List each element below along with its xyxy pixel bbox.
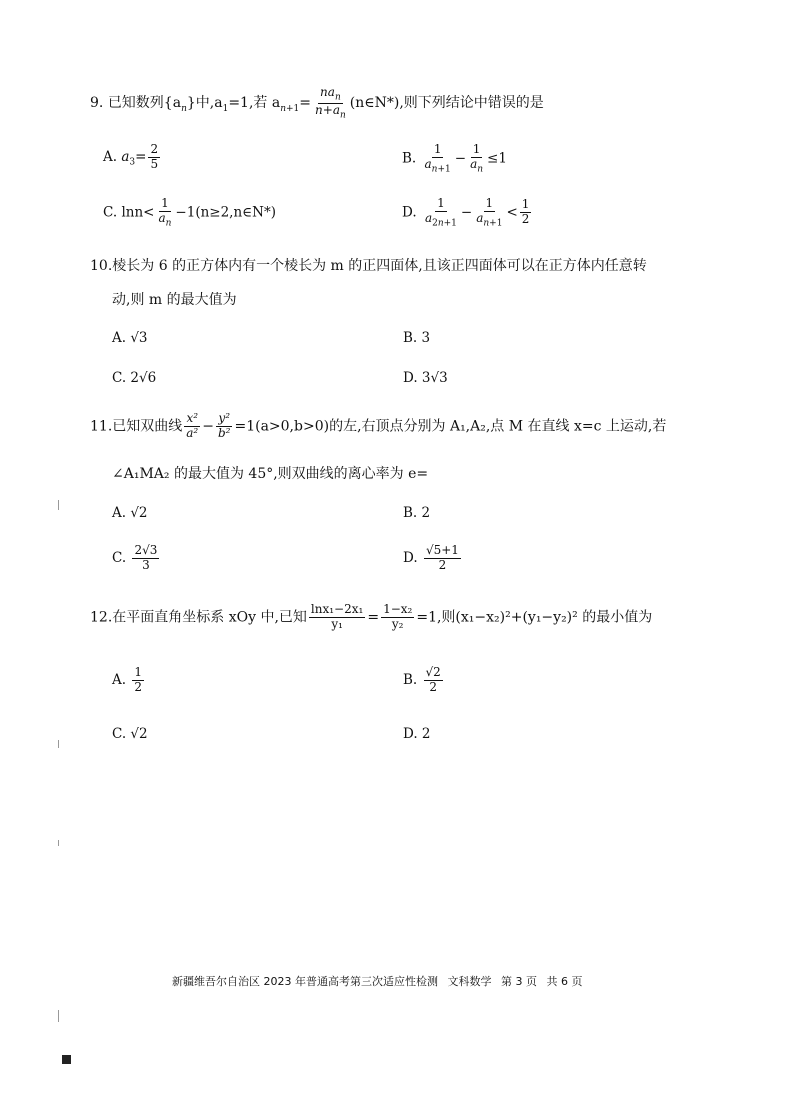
- question-11-line-1: 11.已知双曲线 $\frac{\text{x²}}{\text{a²}}$ − $\frac{\text{y²}}{\text{b²}}$ =1(a>0,b>0)的左,右顶点分别为 A₁,A₂,点 M 在直线 x=c 上运动,若: [90, 411, 667, 440]
- question-12-stem: 12.在平面直角坐标系 xOy 中,已知 $\frac{\text{lnx₁−2x₁}}{\text{y₁}}$ = $\frac{\text{1−x₂}}{\text{y₂}}$ =1,则(x₁−x₂)²+(y₁−y₂)² 的最小值为: [90, 602, 653, 631]
- page-footer: [172, 973, 589, 989]
- stem-text: }中,a: [186, 95, 223, 112]
- option-11b: B. 2: [403, 505, 431, 521]
- question-number: 9.: [90, 95, 104, 112]
- option-9d: D. $\frac{1}{a_{2n+1}}$ − $\frac{1}{a_{n+1}}$ < $\frac{1}{2}$: [402, 196, 530, 229]
- question-10-line-2: 动,则 m 的最大值为: [112, 292, 237, 308]
- option-9a: A. $a_3=$ $\frac{2}{5}$: [103, 142, 159, 171]
- question-number: 11.: [90, 418, 113, 435]
- question-10-line-1: 10.棱长为 6 的正方体内有一个棱长为 m 的正四面体,且该正四面体可以在正方体内任意转: [90, 258, 647, 274]
- question-11-line-2: ∠A₁MA₂ 的最大值为 45°,则双曲线的离心率为 e=: [112, 466, 429, 482]
- page-number: 第 3 页: [501, 975, 537, 988]
- stem-text: =1,若 a: [228, 95, 281, 112]
- scan-speck: [58, 740, 59, 748]
- option-12b: B. $\frac{√2}{2}$: [403, 665, 441, 694]
- exam-title: 新疆维吾尔自治区 2023 年普通高考第三次适应性检测: [172, 975, 438, 988]
- option-12a: A. $\frac{1}{2}$: [112, 665, 142, 694]
- option-10a: A. √3: [112, 330, 148, 346]
- option-9b: B. $\frac{1}{a_{n+1}}$ − $\frac{1}{a_n}$ ≤1: [402, 142, 507, 175]
- stem-text: 已知数列{a: [107, 95, 182, 112]
- question-number: 12.: [90, 609, 113, 626]
- question-number: 10.: [90, 258, 113, 274]
- option-11c: C. $\frac{2√3}{3}$: [112, 543, 158, 572]
- question-9-stem: 9. 已知数列$\{a_n\}$中$,a_1=1$,若 $a_{n+1}=$ $\frac{na_n}{n+a_n}$ (n∈N*),则下列结论中错误的是: [90, 85, 544, 121]
- scan-speck: [58, 840, 59, 846]
- fraction: $\frac{na_n}{n+a_n}$: [315, 85, 346, 121]
- scan-mark: [62, 1055, 71, 1064]
- option-11a: A. √2: [112, 505, 148, 521]
- option-11d: D. $\frac{√5+1}{2}$: [403, 543, 459, 572]
- option-12d: D. 2: [403, 726, 431, 742]
- scan-speck: [58, 500, 59, 510]
- option-10d: D. 3√3: [403, 370, 448, 386]
- option-12c: C. √2: [112, 726, 148, 742]
- page-total: 共 6 页: [546, 975, 583, 988]
- scan-speck: [58, 1010, 59, 1022]
- stem-text: =: [299, 95, 312, 112]
- option-10c: C. 2√6: [112, 370, 157, 386]
- option-9c: C. lnn< $\frac{1}{a_n}$ −1(n≥2,n∈N*): [103, 196, 276, 229]
- option-10b: B. 3: [403, 330, 431, 346]
- stem-text: (n∈N*),则下列结论中错误的是: [349, 95, 544, 112]
- subject: 文科数学: [447, 975, 492, 988]
